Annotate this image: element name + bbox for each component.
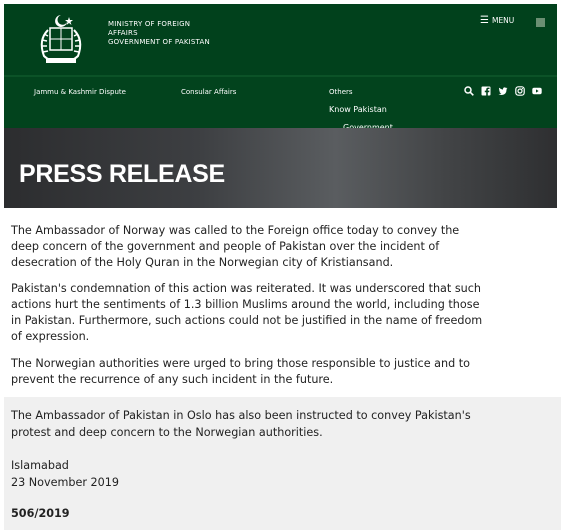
- dateline-date: 23 November 2019: [11, 476, 120, 489]
- paragraph-4: [11, 407, 471, 441]
- page-title: PRESS RELEASE: [19, 160, 225, 188]
- ministry-line-2: AFFAIRS: [108, 29, 138, 37]
- press-release-number: 506/2019: [11, 507, 70, 520]
- paragraph-2-line-2: actions hurt the sentiments of 1.3 billion Muslims around the world, including those: [11, 298, 480, 311]
- paragraph-2-line-1: Pakistan's condemnation of this action was reiterated. It was underscored that such: [11, 282, 482, 295]
- paragraph-4-line-1: The Ambassador of Pakistan in Oslo has also been instructed to convey Pakistan's: [11, 409, 471, 422]
- press-release-body: [4, 218, 557, 388]
- paragraph-1-line-1: The Ambassador of Norway was called to the Foreign office today to convey the: [11, 224, 460, 237]
- facebook-icon[interactable]: [481, 86, 491, 96]
- press-release-continuation: [4, 397, 561, 530]
- paragraph-2: [11, 281, 482, 345]
- state-emblem-logo[interactable]: [30, 12, 92, 66]
- paragraph-2-line-3: in Pakistan. Furthermore, such actions could not be justified in the name of freedom: [11, 314, 483, 327]
- instagram-icon[interactable]: [515, 86, 525, 96]
- hamburger-icon: ☰: [480, 14, 489, 26]
- dateline-place: Islamabad: [11, 459, 69, 472]
- youtube-icon[interactable]: [532, 86, 542, 96]
- paragraph-3-line-1: The Norwegian authorities were urged to bring those responsible to justice and to: [11, 357, 470, 370]
- paragraph-4-line-2: protest and deep concern to the Norwegian authorities.: [11, 426, 323, 439]
- nav-item-kashmir[interactable]: Jammu & Kashmir Dispute: [34, 88, 126, 96]
- menu-label: MENU: [491, 16, 515, 25]
- language-toggle-icon[interactable]: [536, 18, 545, 27]
- page-banner: [4, 128, 557, 208]
- paragraph-3: [11, 356, 470, 388]
- social-icons: [464, 86, 542, 96]
- ministry-line-3: GOVERNMENT OF PAKISTAN: [108, 38, 210, 46]
- menu-button[interactable]: [480, 16, 514, 25]
- paragraph-3-line-2: prevent the recurrence of any such incident in the future.: [11, 373, 334, 386]
- nav-sub-know-pakistan[interactable]: Know Pakistan: [329, 105, 387, 114]
- main-navigation: [4, 77, 557, 128]
- nav-item-others[interactable]: Others: [329, 88, 353, 96]
- ministry-line-1: MINISTRY OF FOREIGN: [108, 20, 191, 28]
- nav-item-consular[interactable]: Consular Affairs: [181, 88, 237, 96]
- paragraph-1-line-3: desecration of the Holy Quran in the Norwegian city of Kristiansand.: [11, 256, 394, 269]
- paragraph-2-line-4: of expression.: [11, 330, 90, 343]
- ministry-name: [108, 20, 210, 47]
- paragraph-1: [11, 223, 459, 271]
- twitter-icon[interactable]: [498, 86, 508, 96]
- paragraph-1-line-2: deep concern of the government and people of Pakistan over the incident of: [11, 240, 440, 253]
- site-header: [4, 4, 557, 128]
- search-icon[interactable]: [464, 86, 474, 96]
- dateline: [11, 457, 119, 491]
